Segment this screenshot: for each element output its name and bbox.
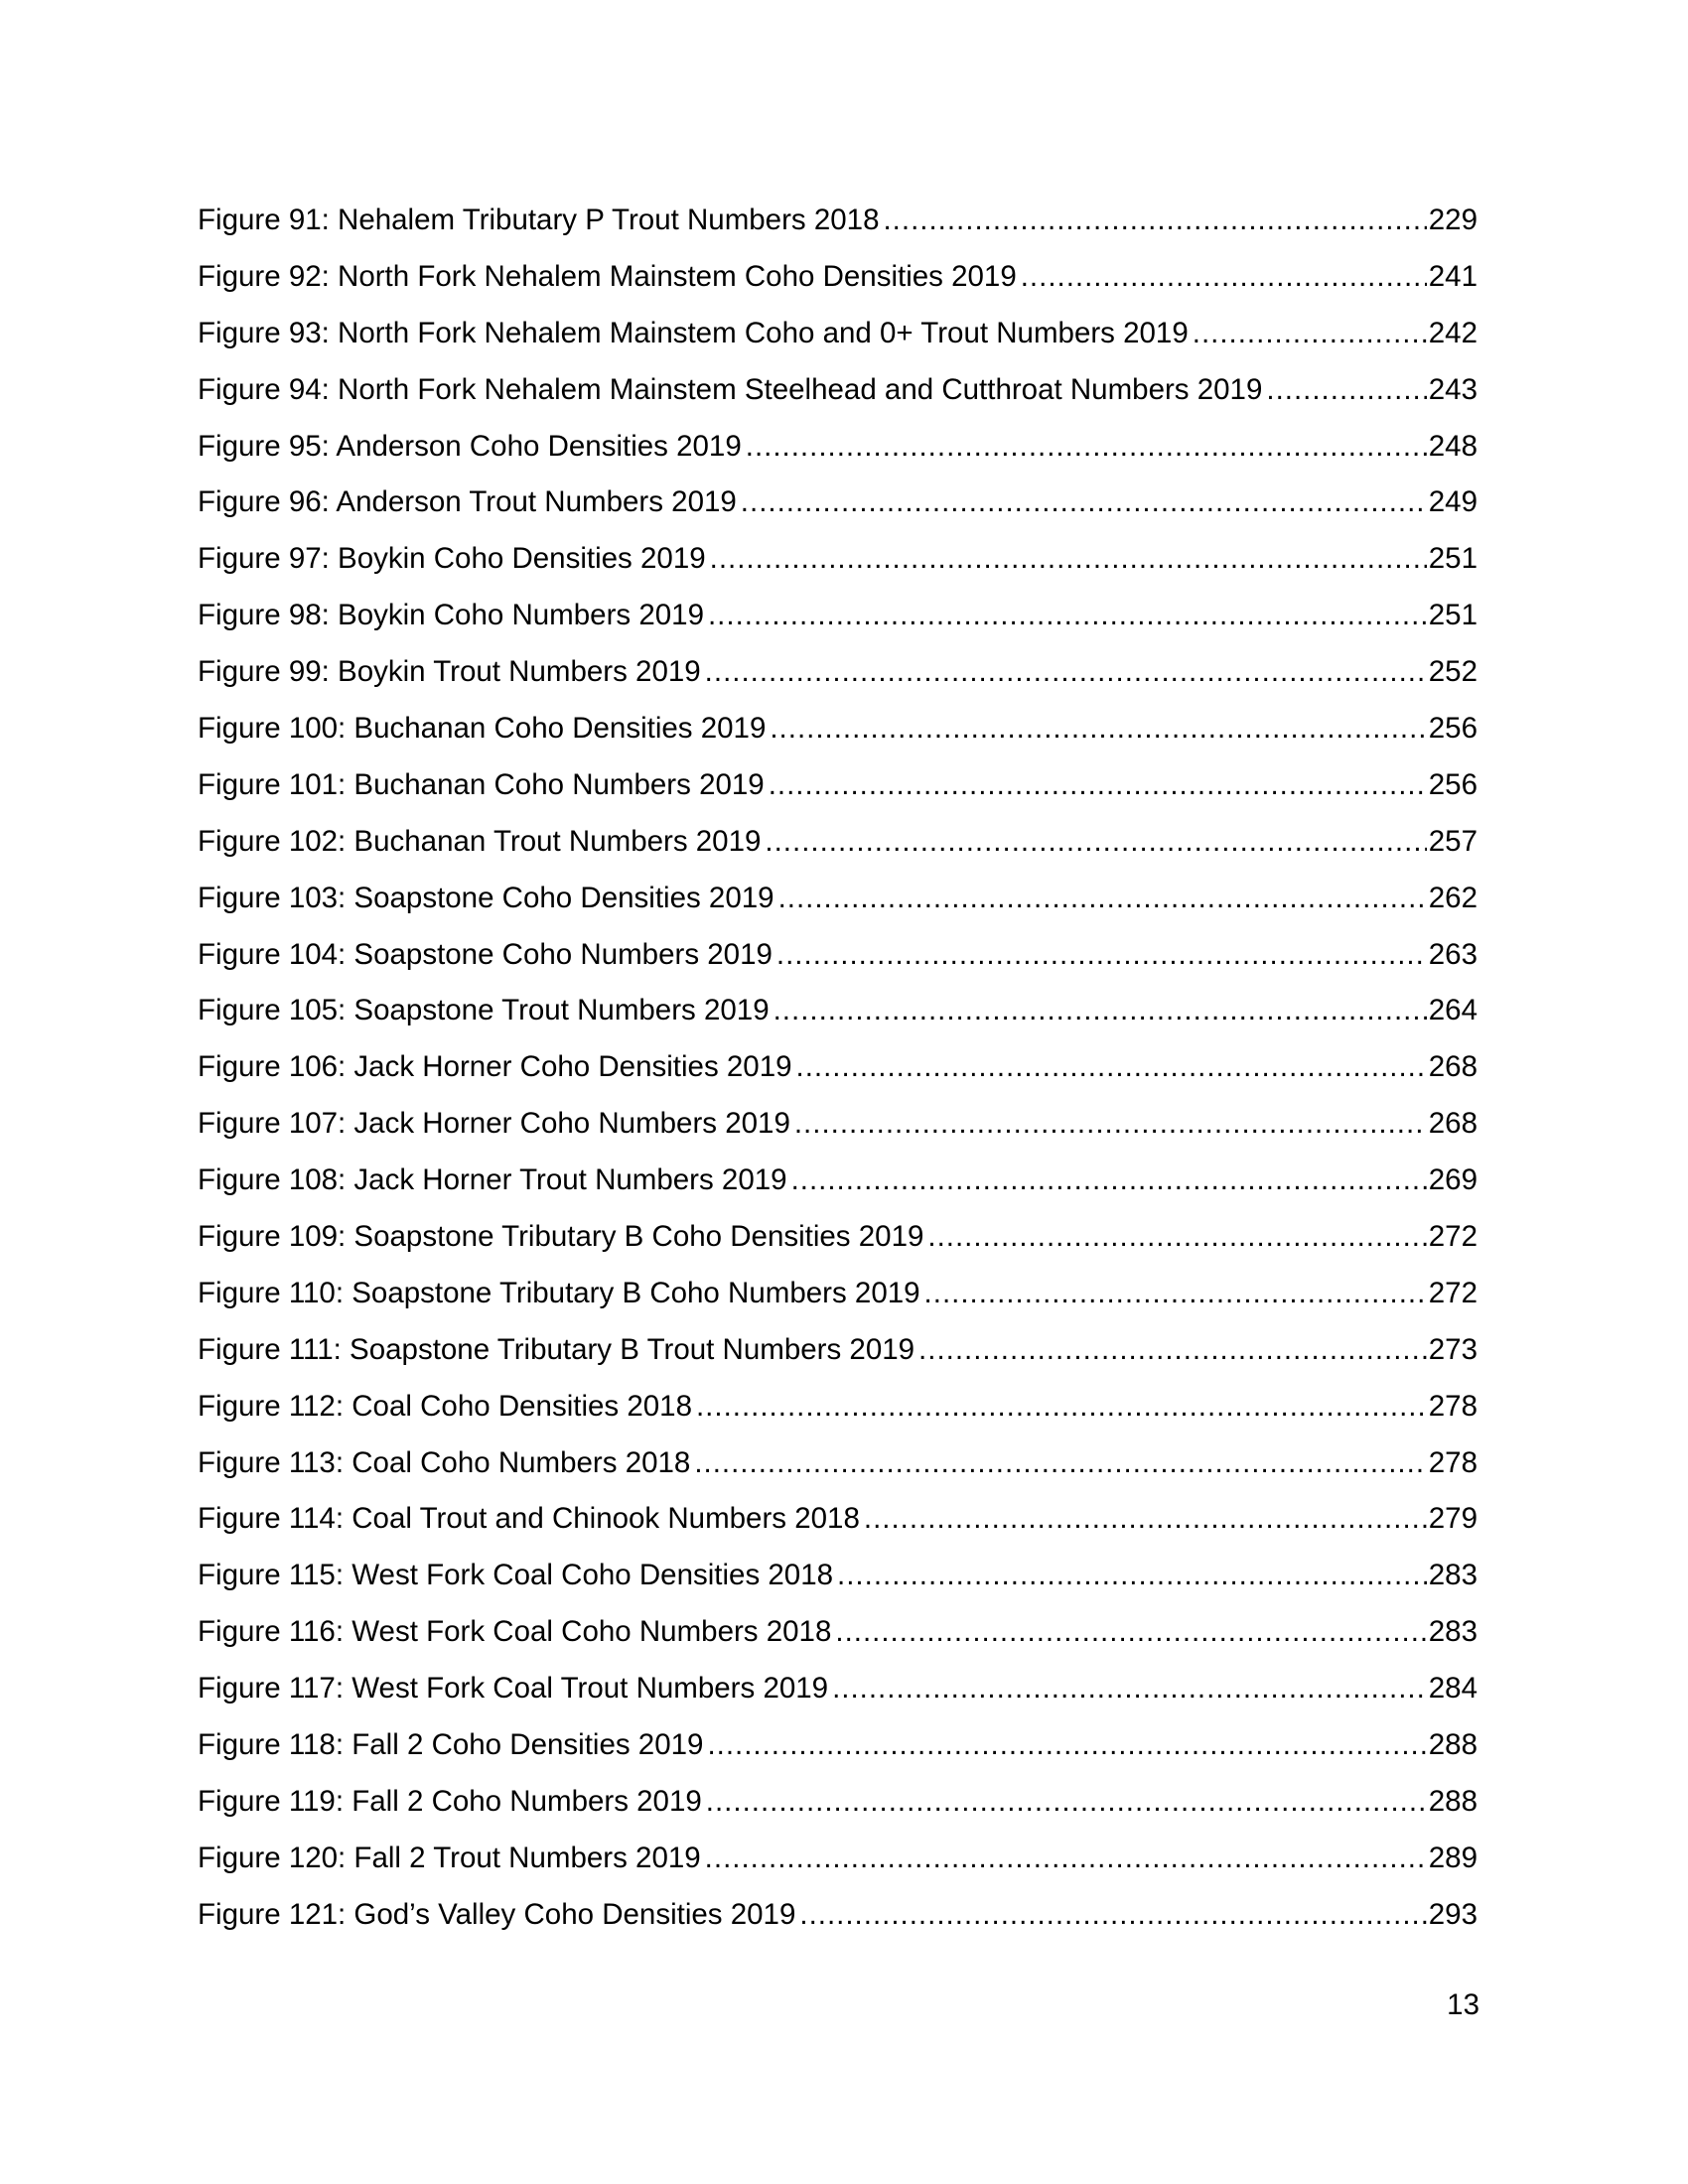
toc-entry-title: Figure 114: Coal Trout and Chinook Numbers 2018 xyxy=(198,1502,860,1536)
toc-entry-page-number: 251 xyxy=(1428,542,1477,576)
toc-entry[interactable] xyxy=(198,588,1477,644)
toc-entry-title: Figure 94: North Fork Nehalem Mainstem Steelhead and Cutthroat Numbers 2019 xyxy=(198,372,1263,406)
dot-leader xyxy=(791,1153,1427,1209)
toc-entry-page-number: 268 xyxy=(1428,1107,1477,1141)
dot-leader xyxy=(705,1831,1427,1887)
dot-leader xyxy=(705,644,1427,701)
dot-leader xyxy=(799,1887,1426,1944)
toc-entry-page-number: 249 xyxy=(1428,485,1477,519)
dot-leader xyxy=(770,701,1426,757)
toc-entry[interactable] xyxy=(198,531,1477,588)
toc-entry-page-number: 283 xyxy=(1428,1615,1477,1649)
toc-entry-page-number: 256 xyxy=(1428,712,1477,746)
toc-entry-page-number: 268 xyxy=(1428,1050,1477,1084)
toc-entry-title: Figure 120: Fall 2 Trout Numbers 2019 xyxy=(198,1841,701,1874)
toc-entry[interactable] xyxy=(198,362,1477,419)
dot-leader xyxy=(706,1774,1427,1831)
toc-entry[interactable] xyxy=(198,419,1477,476)
toc-entry-page-number: 278 xyxy=(1428,1445,1477,1479)
toc-entry-page-number: 269 xyxy=(1428,1163,1477,1197)
dot-leader xyxy=(794,1096,1427,1153)
toc-entry-title: Figure 109: Soapstone Tributary B Coho Densities 2019 xyxy=(198,1220,924,1254)
toc-entry-page-number: 288 xyxy=(1428,1784,1477,1818)
toc-entry-page-number: 252 xyxy=(1428,655,1477,689)
toc-entry[interactable] xyxy=(198,814,1477,871)
toc-entry-title: Figure 92: North Fork Nehalem Mainstem Coho Densities 2019 xyxy=(198,259,1017,293)
toc-entry[interactable] xyxy=(198,193,1477,249)
toc-entry-title: Figure 104: Soapstone Coho Numbers 2019 xyxy=(198,937,773,971)
toc-entry[interactable] xyxy=(198,1774,1477,1831)
toc-entry-page-number: 241 xyxy=(1428,259,1477,293)
toc-entry-page-number: 278 xyxy=(1428,1389,1477,1423)
toc-entry-page-number: 293 xyxy=(1428,1897,1477,1931)
dot-leader xyxy=(765,814,1426,871)
toc-entry[interactable] xyxy=(198,1831,1477,1887)
dot-leader xyxy=(741,475,1427,531)
toc-entry-title: Figure 101: Buchanan Coho Numbers 2019 xyxy=(198,767,765,801)
dot-leader xyxy=(1266,362,1426,419)
toc-entry[interactable] xyxy=(198,983,1477,1039)
toc-entry-page-number: 273 xyxy=(1428,1332,1477,1366)
toc-entry-page-number: 289 xyxy=(1428,1841,1477,1874)
toc-entry-title: Figure 108: Jack Horner Trout Numbers 2019 xyxy=(198,1163,787,1197)
toc-entry-page-number: 272 xyxy=(1428,1220,1477,1254)
toc-entry-title: Figure 103: Soapstone Coho Densities 2019 xyxy=(198,881,774,914)
toc-entry[interactable] xyxy=(198,249,1477,306)
toc-entry[interactable] xyxy=(198,927,1477,984)
toc-entry[interactable] xyxy=(198,1887,1477,1944)
toc-entry-page-number: 263 xyxy=(1428,937,1477,971)
dot-leader xyxy=(924,1266,1427,1322)
toc-entry-title: Figure 100: Buchanan Coho Densities 2019 xyxy=(198,712,767,746)
dot-leader xyxy=(835,1604,1426,1661)
toc-entry[interactable] xyxy=(198,1435,1477,1492)
toc-entry-page-number: 264 xyxy=(1428,994,1477,1027)
dot-leader xyxy=(769,757,1427,814)
toc-entry-page-number: 283 xyxy=(1428,1559,1477,1592)
dot-leader xyxy=(796,1039,1427,1096)
dot-leader xyxy=(696,1379,1427,1435)
dot-leader xyxy=(710,531,1427,588)
toc-entry-title: Figure 119: Fall 2 Coho Numbers 2019 xyxy=(198,1784,702,1818)
toc-entry-title: Figure 118: Fall 2 Coho Densities 2019 xyxy=(198,1728,704,1762)
toc-entry-page-number: 262 xyxy=(1428,881,1477,914)
toc-entry[interactable] xyxy=(198,1717,1477,1774)
toc-entry-title: Figure 121: God’s Valley Coho Densities 2019 xyxy=(198,1897,796,1931)
toc-entry-page-number: 284 xyxy=(1428,1672,1477,1706)
toc-entry-title: Figure 106: Jack Horner Coho Densities 2019 xyxy=(198,1050,792,1084)
toc-entry-page-number: 242 xyxy=(1428,316,1477,349)
toc-entry-page-number: 229 xyxy=(1428,204,1477,236)
toc-entry-title: Figure 111: Soapstone Tributary B Trout Numbers 2019 xyxy=(198,1332,915,1366)
toc-entry[interactable] xyxy=(198,1491,1477,1548)
toc-entry-title: Figure 97: Boykin Coho Densities 2019 xyxy=(198,542,706,576)
toc-entry[interactable] xyxy=(198,1209,1477,1266)
toc-entry[interactable] xyxy=(198,1096,1477,1153)
dot-leader xyxy=(774,983,1427,1039)
toc-entry-title: Figure 113: Coal Coho Numbers 2018 xyxy=(198,1445,691,1479)
toc-entry-page-number: 257 xyxy=(1428,824,1477,858)
toc-entry-title: Figure 93: North Fork Nehalem Mainstem Coho and 0+ Trout Numbers 2019 xyxy=(198,316,1189,349)
toc-entry-title: Figure 91: Nehalem Tributary P Trout Numbers 2018 xyxy=(198,204,880,236)
dot-leader xyxy=(837,1548,1427,1604)
dot-leader xyxy=(1021,249,1427,306)
toc-entry-page-number: 243 xyxy=(1428,372,1477,406)
toc-entry[interactable] xyxy=(198,1039,1477,1096)
toc-entry-title: Figure 107: Jack Horner Coho Numbers 2019 xyxy=(198,1107,790,1141)
toc-entry[interactable] xyxy=(198,1153,1477,1209)
dot-leader xyxy=(778,871,1427,927)
toc-entry-page-number: 279 xyxy=(1428,1502,1477,1536)
page-number: 13 xyxy=(1447,1988,1479,2021)
toc-entry-page-number: 256 xyxy=(1428,767,1477,801)
toc-entry[interactable] xyxy=(198,871,1477,927)
dot-leader xyxy=(864,1491,1427,1548)
toc-entry-title: Figure 99: Boykin Trout Numbers 2019 xyxy=(198,655,701,689)
toc-entry-title: Figure 116: West Fork Coal Coho Numbers 2018 xyxy=(198,1615,832,1649)
dot-leader xyxy=(927,1209,1426,1266)
toc-entry[interactable] xyxy=(198,1661,1477,1717)
toc-entry-page-number: 251 xyxy=(1428,599,1477,632)
toc-entry-title: Figure 102: Buchanan Trout Numbers 2019 xyxy=(198,824,762,858)
toc-entry-page-number: 288 xyxy=(1428,1728,1477,1762)
dot-leader xyxy=(746,419,1427,476)
dot-leader xyxy=(694,1435,1426,1492)
toc-entry[interactable] xyxy=(198,1604,1477,1661)
dot-leader xyxy=(832,1661,1427,1717)
toc-entry-title: Figure 96: Anderson Trout Numbers 2019 xyxy=(198,485,737,519)
toc-entry-title: Figure 110: Soapstone Tributary B Coho Numbers 2019 xyxy=(198,1276,920,1309)
toc-entry[interactable] xyxy=(198,644,1477,701)
toc-entry[interactable] xyxy=(198,1379,1477,1435)
dot-leader xyxy=(776,927,1427,984)
toc-entry[interactable] xyxy=(198,306,1477,362)
toc-entry[interactable] xyxy=(198,757,1477,814)
toc-entry-page-number: 248 xyxy=(1428,429,1477,463)
toc-entry-page-number: 272 xyxy=(1428,1276,1477,1309)
table-of-figures xyxy=(198,193,1477,1944)
dot-leader xyxy=(883,193,1426,249)
toc-entry-title: Figure 112: Coal Coho Densities 2018 xyxy=(198,1389,692,1423)
toc-entry[interactable] xyxy=(198,475,1477,531)
toc-entry-title: Figure 117: West Fork Coal Trout Numbers 2019 xyxy=(198,1672,829,1706)
toc-entry-title: Figure 98: Boykin Coho Numbers 2019 xyxy=(198,599,704,632)
toc-entry-title: Figure 105: Soapstone Trout Numbers 2019 xyxy=(198,994,770,1027)
dot-leader xyxy=(918,1322,1427,1379)
toc-entry[interactable] xyxy=(198,1266,1477,1322)
dot-leader xyxy=(708,588,1427,644)
dot-leader xyxy=(1193,306,1427,362)
toc-entry[interactable] xyxy=(198,1322,1477,1379)
dot-leader xyxy=(707,1717,1426,1774)
toc-entry-title: Figure 95: Anderson Coho Densities 2019 xyxy=(198,429,742,463)
toc-entry[interactable] xyxy=(198,701,1477,757)
toc-entry-title: Figure 115: West Fork Coal Coho Densities 2018 xyxy=(198,1559,834,1592)
toc-entry[interactable] xyxy=(198,1548,1477,1604)
